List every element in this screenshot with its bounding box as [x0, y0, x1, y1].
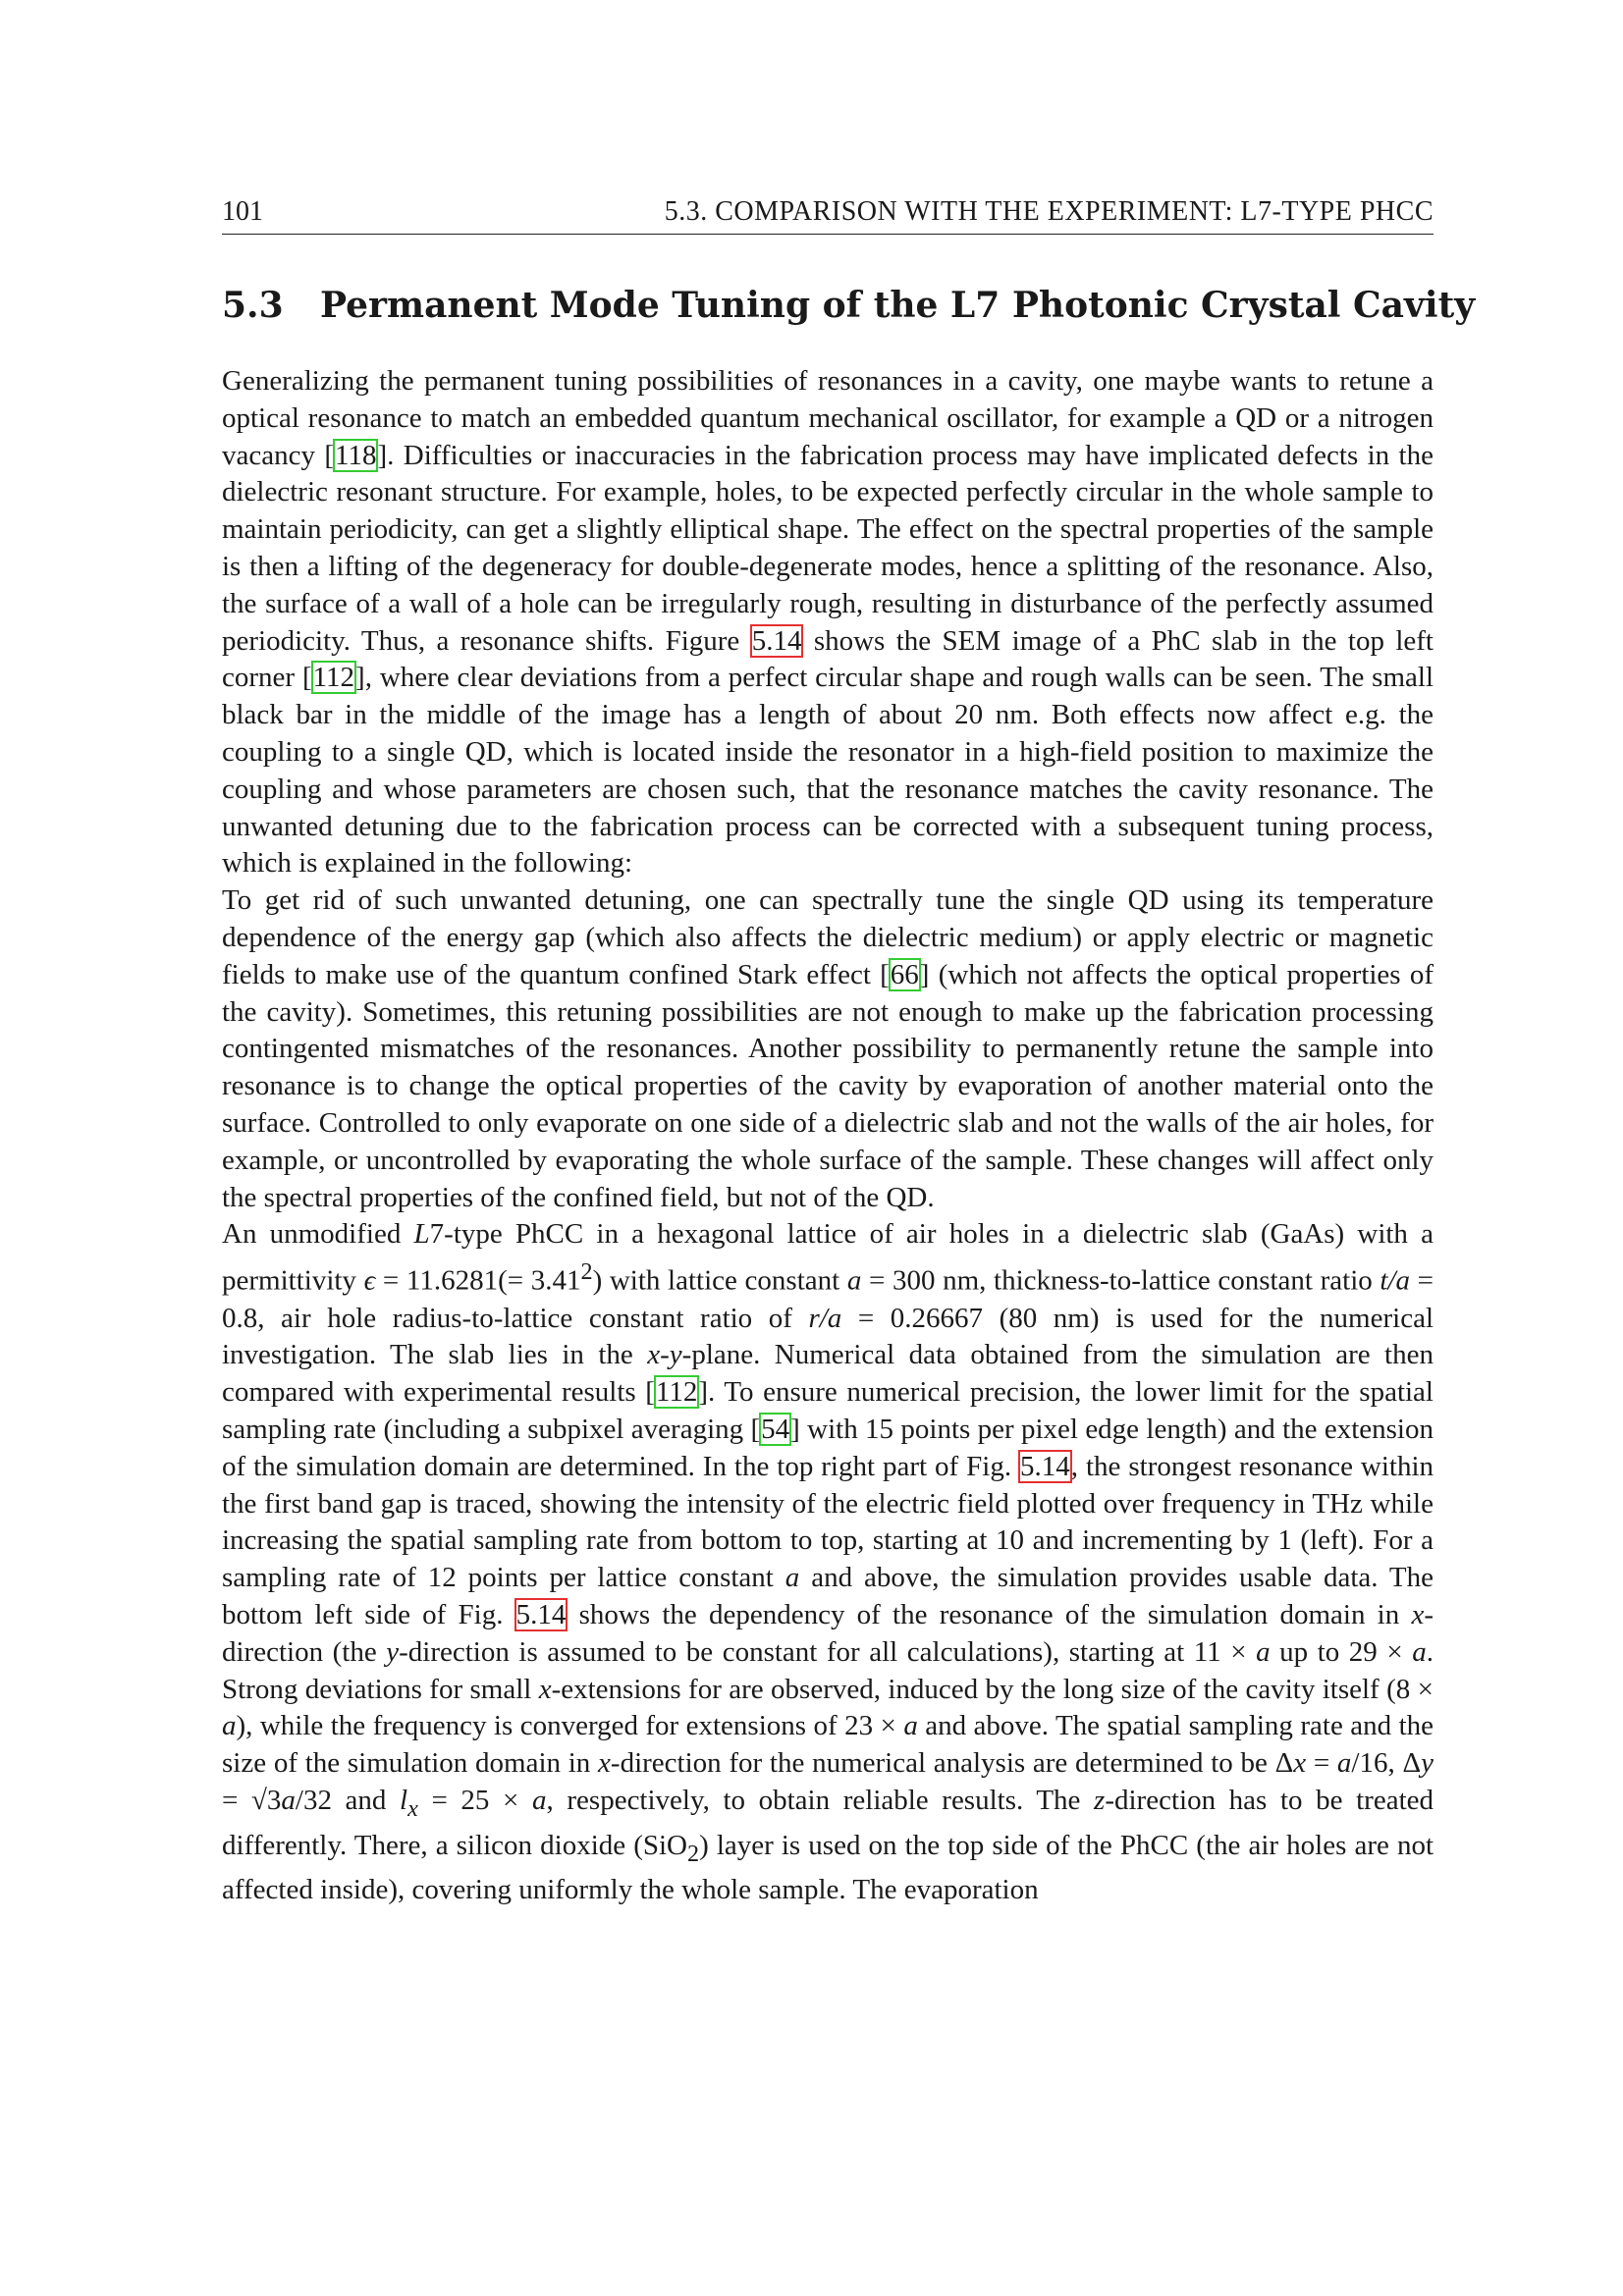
text-run: -direction for the numerical analysis are determined to be Δ: [610, 1747, 1294, 1780]
section-heading: [222, 285, 1476, 326]
text-run: ) layer is used on the top side of the PhCC (the air holes are not affected inside), covering uniformly the whole sample. The evaporation: [222, 1829, 1434, 1906]
text-run: -direction is assumed to be constant for all calculations), starting at 11 ×: [399, 1635, 1257, 1668]
text-run: a: [222, 1710, 237, 1742]
text-run: /32 and: [295, 1784, 401, 1816]
text-run: , respectively, to obtain reliable results. The: [546, 1784, 1095, 1816]
text-run: (which not affects the optical properties of the cavity). Sometimes, this retuning possibilities are not enough to make up the fabrication processing contingented mismatches of the resonances. Another possibility to permanently retune the sample into resonance is to change the optical properties of the cavity by evaporation of another material onto the surface. Controlled to only evaporate on one side of a dielectric slab and not the walls of the air holes, for example, or uncontrolled by evaporating the whole surface of the sample. These changes will affect only the spectral properties of the confined field, but not of the QD.: [222, 958, 1434, 1213]
figure-link[interactable]: 5.14: [751, 624, 802, 657]
citation-link[interactable]: 112: [655, 1376, 698, 1409]
text-run: . Strong deviations for small: [222, 1635, 1434, 1705]
text-run: z: [1094, 1784, 1106, 1816]
text-run: x: [598, 1747, 611, 1780]
text-run: a: [784, 1562, 800, 1594]
text-run: 7-type PhCC in a hexagonal lattice of air holes in a dielectric slab (GaAs) with a permittivity: [222, 1218, 1434, 1297]
text-run: = √3: [222, 1784, 282, 1816]
section-number: 5.3: [222, 285, 284, 326]
text-run: a: [1412, 1635, 1427, 1668]
text-run: ), while the frequency is converged for extensions of 23 ×: [236, 1710, 904, 1742]
text-run: = 300 nm, thickness-to-lattice constant ratio: [861, 1264, 1380, 1297]
text-run: shows the SEM image of a PhC slab in the top left corner: [222, 624, 1434, 694]
text-run: a: [903, 1710, 918, 1742]
text-run: y: [1421, 1747, 1434, 1780]
text-run: =: [1306, 1747, 1337, 1780]
text-run: a: [532, 1784, 547, 1816]
text-run: ϵ: [363, 1264, 376, 1297]
citation-link[interactable]: 66: [890, 958, 919, 990]
text-run: x: [647, 1339, 661, 1371]
running-title: 5.3. COMPARISON WITH THE EXPERIMENT: L7-TYPE PHCC: [664, 196, 1434, 227]
text-run: l: [400, 1784, 408, 1816]
citation-link[interactable]: 112: [312, 662, 355, 694]
text-run: 2: [580, 1258, 593, 1286]
text-run: ) with lattice constant: [592, 1264, 847, 1297]
text-run: x: [1411, 1598, 1425, 1630]
text-run: a: [281, 1784, 296, 1816]
text-run: = 25 ×: [417, 1784, 533, 1816]
text-run: up to 29 ×: [1270, 1635, 1413, 1668]
text-run: -: [660, 1339, 670, 1371]
text-run: = 0.8, air hole radius-to-lattice constant ratio of: [222, 1264, 1434, 1334]
text-run: . Difficulties or inaccuracies in the fabrication process may have implicated defects in the dielectric resonant structure. For example, holes, to be expected perfectly circular in the whole sample to maintain periodicity, can get a slightly elliptical shape. The effect on the spectral properties of the sample is then a lifting of the degeneracy for double-degenerate modes, hence a splitting of the resonance. Also, the surface of a wall of a hole can be irregularly rough, resulting in disturbance of the perfectly assumed periodicity. Thus, a resonance shifts. Figure: [222, 439, 1434, 657]
text-run: , the strongest resonance within the first band gap is traced, showing the intensity of the electric field plotted over frequency in THz while increasing the spatial sampling rate from bottom to top, starting at 10 and incrementing by 1 (left). For a sampling rate of 12 points per lattice constant: [222, 1450, 1434, 1594]
section-title: Permanent Mode Tuning of the L7 Photonic Crystal Cavity: [320, 285, 1476, 326]
text-run: a: [1336, 1747, 1352, 1780]
paragraph: Generalizing the permanent tuning possibilities of resonances in a cavity, one maybe wants to retune a optical resonance to match an embedded quantum mechanical oscillator, for example a QD or a nitrogen vacancy [118]. Difficulties or inaccuracies in the fabrication process may have implicated defects in the dielectric resonant structure. For example, holes, to be expected perfectly circular in the whole sample to maintain periodicity, can get a slightly elliptical shape. The effect on the spectral properties of the sample is then a lifting of the degeneracy for double-degenerate modes, hence a splitting of the resonance. Also, the surface of a wall of a hole can be irregularly rough, resulting in disturbance of the perfectly assumed periodicity. Thus, a resonance shifts. Figure 5.14 shows the SEM image of a PhC slab in the top left corner [112], where clear deviations from a perfect circular shape and rough walls can be seen. The small black bar in the middle of the image has a length of about 20 nm. Both effects now affect e.g. the coupling to a single QD, which is located inside the resonator in a high-field position to maximize the coupling and whose parameters are chosen such, that the resonance matches the cavity resonance. The unwanted detuning due to the fabrication process can be corrected with a subsequent tuning process, which is explained in the following:: [222, 365, 1434, 880]
running-header: [222, 196, 1434, 235]
text-run: /16, Δ: [1351, 1747, 1422, 1780]
text-run: and above, the simulation provides usable data. The bottom left side of Fig.: [222, 1562, 1434, 1630]
text-run: with 15 points per pixel edge length) and the extension of the simulation domain are determined. In the top right part of Fig.: [222, 1413, 1434, 1482]
text-run: Generalizing the permanent tuning possibilities of resonances in a cavity, one maybe wants to retune a optical resonance to match an embedded quantum mechanical oscillator, for example a QD or a nitrogen vacancy: [222, 365, 1434, 471]
figure-link[interactable]: 5.14: [515, 1598, 567, 1630]
citation-link[interactable]: 54: [761, 1413, 790, 1445]
text-run: x: [407, 1794, 418, 1822]
text-run: and above. The spatial sampling rate and the size of the simulation domain in: [222, 1710, 1434, 1780]
text-run: 2: [687, 1840, 700, 1867]
body-text: [222, 363, 1434, 1909]
text-run: -plane. Numerical data obtained from the simulation are then compared with experimental results: [222, 1339, 1434, 1409]
text-run: x: [538, 1673, 552, 1705]
text-run: t/a: [1380, 1264, 1411, 1297]
paragraph: To get rid of such unwanted detuning, one can spectrally tune the single QD using its temperature dependence of the energy gap (which also affects the dielectric medium) or apply electric or magnetic fields to make use of the quantum confined Stark effect [66] (which not affects the optical properties of the cavity). Sometimes, this retuning possibilities are not enough to make up the fabrication processing contingented mismatches of the resonances. Another possibility to permanently retune the sample into resonance is to change the optical properties of the cavity by evaporation of another material onto the surface. Controlled to only evaporate on one side of a dielectric slab and not the walls of the air holes, for example, or uncontrolled by evaporating the whole surface of the sample. These changes will affect only the spectral properties of the confined field, but not of the QD.: [222, 884, 1434, 1213]
text-run: -direction (the: [222, 1598, 1434, 1668]
text-run: r/a: [808, 1302, 842, 1334]
page-number: 101: [222, 196, 263, 227]
paragraph: An unmodified L7-type PhCC in a hexagonal lattice of air holes in a dielectric slab (GaAs) with a permittivity $\epsilon = 11.6281(= 3.41^2)$ with lattice constant a = 300 nm, thickness-to-lattice constant ratio t/a = 0.8, air hole radius-to-lattice constant ratio of r/a = 0.26667 (80 nm) is used for the numerical investigation. The slab lies in the x-y-plane. Numerical data obtained from the simulation are then compared with experimental results [112]. To ensure numerical precision, the lower limit for the spatial sampling rate (including a subpixel averaging [54] with 15 points per pixel edge length) and the extension of the simulation domain are determined. In the top right part of Fig. 5.14, the strongest resonance within the first band gap is traced, showing the intensity of the electric field plotted over frequency in THz while increasing the spatial sampling rate from bottom to top, starting at 10 and incrementing by 1 (left). For a sampling rate of 12 points per lattice constant a and above, the simulation provides usable data. The bottom left side of Fig. 5.14 shows the dependency of the resonance of the simulation domain in x-direction (the y-direction is assumed to be constant for all calculations), starting at 11 × a up to 29 × a. Strong deviations for small x-extensions for are observed, induced by the long size of the cavity itself (8 × a), while the frequency is converged for extensions of 23 × a and above. The spatial sampling rate and the size of the simulation domain in x-direction for the numerical analysis are determined to be Δx = a/16, Δy = √3a/32 and $l_x = 25 \times a$, respectively, to obtain reliable results. The z-direction has to be treated differently. There, a silicon dioxide (SiO$_2$) layer is used on the top side of the PhCC (the air holes are not affected inside), covering uniformly the whole sample. The evaporation: [222, 1218, 1434, 1906]
text-run: , where clear deviations from a perfect circular shape and rough walls can be seen. The small black bar in the middle of the image has a length of about 20 nm. Both effects now affect e.g. the coupling to a single QD, which is located inside the resonator in a high-field position to maximize the coupling and whose parameters are chosen such, that the resonance matches the cavity resonance. The unwanted detuning due to the fabrication process can be corrected with a subsequent tuning process, which is explained in the following:: [222, 662, 1434, 880]
text-run: x: [1293, 1747, 1307, 1780]
text-run: . To ensure numerical precision, the lower limit for the spatial sampling rate (including a subpixel averaging: [222, 1376, 1434, 1445]
text-run: a: [1256, 1635, 1271, 1668]
text-run: y: [669, 1339, 682, 1371]
text-run: -direction has to be treated differently. There, a silicon dioxide (SiO: [222, 1784, 1434, 1861]
text-run: = 11.6281(= 3.41: [375, 1264, 581, 1297]
text-run: L: [413, 1218, 430, 1251]
text-run: a: [846, 1264, 862, 1297]
text-run: An unmodified: [222, 1218, 414, 1251]
text-run: shows the dependency of the resonance of the simulation domain in: [567, 1598, 1412, 1630]
text-run: To get rid of such unwanted detuning, one can spectrally tune the single QD using its temperature dependence of the energy gap (which also affects the dielectric medium) or apply electric or magnetic fields to make use of the quantum confined Stark effect: [222, 884, 1434, 990]
text-run: -extensions for are observed, induced by the long size of the cavity itself (8 ×: [551, 1673, 1434, 1705]
text-run: = 0.26667 (80 nm) is used for the numerical investigation. The slab lies in the: [222, 1302, 1434, 1371]
citation-link[interactable]: 118: [335, 439, 377, 471]
text-run: y: [386, 1635, 400, 1668]
figure-link[interactable]: 5.14: [1020, 1450, 1070, 1482]
